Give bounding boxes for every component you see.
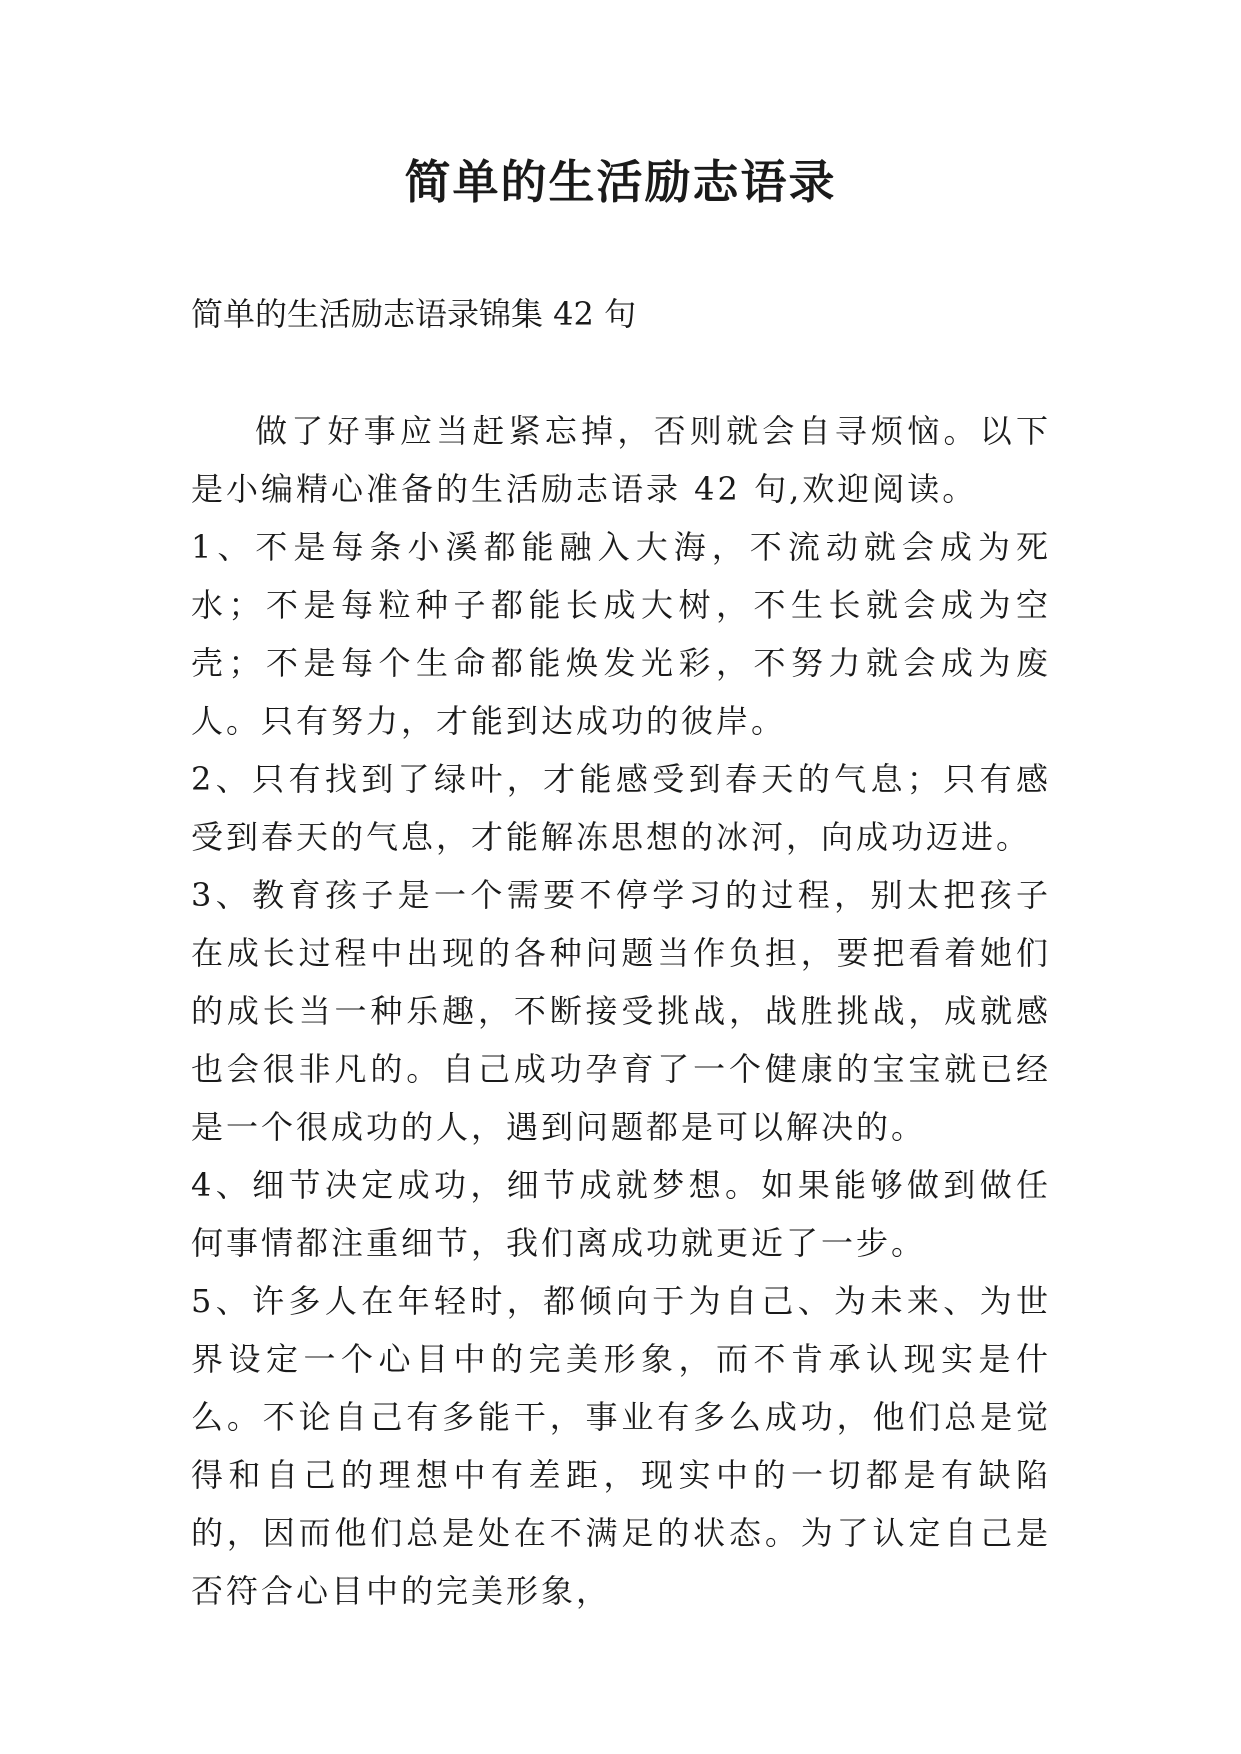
document-subtitle: 简单的生活励志语录锦集 42 句 <box>191 295 637 333</box>
document-body <box>191 402 1051 1620</box>
list-item: 2、只有找到了绿叶，才能感受到春天的气息；只有感受到春天的气息，才能解冻思想的冰河，向成功迈进。 <box>191 760 1051 856</box>
list-item: 5、许多人在年轻时，都倾向于为自己、为未来、为世界设定一个心目中的完美形象，而不肯承认现实是什么。不论自己有多能干，事业有多么成功，他们总是觉得和自己的理想中有差距，现实中的一切都是有缺陷的，因而他们总是处在不满足的状态。为了认定自己是否符合心目中的完美形象， <box>191 1282 1051 1610</box>
document-title: 简单的生活励志语录 <box>404 155 837 209</box>
list-item: 1、不是每条小溪都能融入大海，不流动就会成为死水；不是每粒种子都能长成大树，不生长就会成为空壳；不是每个生命都能焕发光彩，不努力就会成为废人。只有努力，才能到达成功的彼岸。 <box>191 528 1051 740</box>
intro-paragraph: 做了好事应当赶紧忘掉，否则就会自寻烦恼。以下是小编精心准备的生活励志语录 42 句,欢迎阅读。 <box>191 412 1051 508</box>
list-item: 3、教育孩子是一个需要不停学习的过程，别太把孩子在成长过程中出现的各种问题当作负担，要把看着她们的成长当一种乐趣，不断接受挑战，战胜挑战，成就感也会很非凡的。自己成功孕育了一个健康的宝宝就已经是一个很成功的人，遇到问题都是可以解决的。 <box>191 876 1051 1146</box>
list-item: 4、细节决定成功，细节成就梦想。如果能够做到做任何事情都注重细节，我们离成功就更近了一步。 <box>191 1166 1051 1262</box>
